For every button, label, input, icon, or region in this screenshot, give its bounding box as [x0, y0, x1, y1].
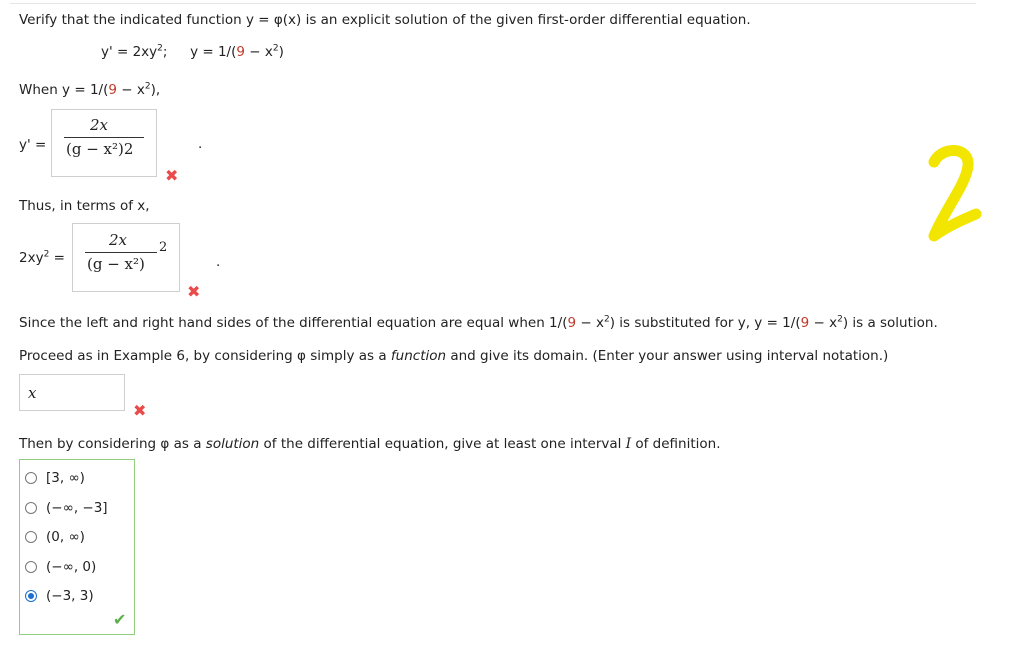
correct-check-icon: ✔ — [113, 610, 127, 629]
rhs-exponent: 2 — [159, 240, 168, 255]
rhs-denominator: (g − x²) — [87, 255, 145, 273]
option-label: (−3, 3) — [46, 588, 94, 604]
incorrect-icon: ✖ — [165, 166, 179, 185]
option-neginf-to-0[interactable] — [25, 556, 96, 578]
yprime-answer-box[interactable] — [51, 109, 157, 177]
option-label: (−∞, 0) — [46, 559, 97, 575]
option-0-to-inf[interactable] — [25, 526, 85, 548]
rhs-fraction-bar — [85, 252, 157, 253]
option-label: (0, ∞) — [46, 529, 85, 545]
yprime-fraction-bar — [64, 137, 144, 138]
domain-question-text: Proceed as in Example 6, by considering φ simply as a function and give its domain. (Enter your answer using interval notation.) — [19, 348, 889, 364]
radio-button[interactable] — [25, 531, 37, 543]
option-3-to-inf[interactable] — [25, 467, 85, 489]
rhs-trailing-dot: . — [216, 254, 221, 270]
option-label: (−∞, −3] — [46, 500, 108, 516]
radio-button[interactable] — [25, 561, 37, 573]
radio-button-selected[interactable] — [25, 590, 37, 602]
rhs-answer-box[interactable] — [72, 223, 180, 292]
yprime-trailing-dot: . — [198, 136, 203, 152]
instruction-text: Verify that the indicated function y = φ(x) is an explicit solution of the given first-order differential equation. — [19, 12, 751, 28]
rhs-numerator: 2x — [109, 231, 128, 249]
yprime-label: y' = — [19, 137, 47, 153]
top-divider — [10, 3, 976, 4]
yprime-numerator: 2x — [90, 116, 109, 134]
interval-question-text: Then by considering φ as a solution of the differential equation, give at least one interval I of definition. — [19, 436, 721, 452]
handwritten-two-annotation — [922, 140, 982, 250]
incorrect-icon: ✖ — [133, 401, 147, 420]
radio-button[interactable] — [25, 502, 37, 514]
interval-options-group — [19, 459, 135, 635]
option-neginf-to-neg3[interactable] — [25, 497, 108, 519]
equation-line: $y' = 2xy^2$; $y = 1/(9 - x^2)$ — [101, 43, 284, 60]
option-label: [3, ∞) — [46, 470, 85, 486]
yprime-denominator: (g − x²)2 — [66, 140, 134, 158]
thus-text: Thus, in terms of x, — [19, 198, 150, 214]
conclusion-text: Since the left and right hand sides of the differential equation are equal when $1/(9 - x^2)$ is substituted for y, $y = 1/(9 - x^2)$ is a solution. — [19, 314, 938, 331]
when-line: When $y = 1/(9 - x^2)$, — [19, 81, 161, 98]
domain-answer-value: x — [28, 384, 37, 402]
option-neg3-to-3[interactable] — [25, 585, 94, 607]
domain-answer-input[interactable] — [19, 374, 125, 411]
incorrect-icon: ✖ — [187, 282, 201, 301]
radio-button[interactable] — [25, 472, 37, 484]
rhs-label: $2xy^2$ = — [19, 249, 65, 266]
